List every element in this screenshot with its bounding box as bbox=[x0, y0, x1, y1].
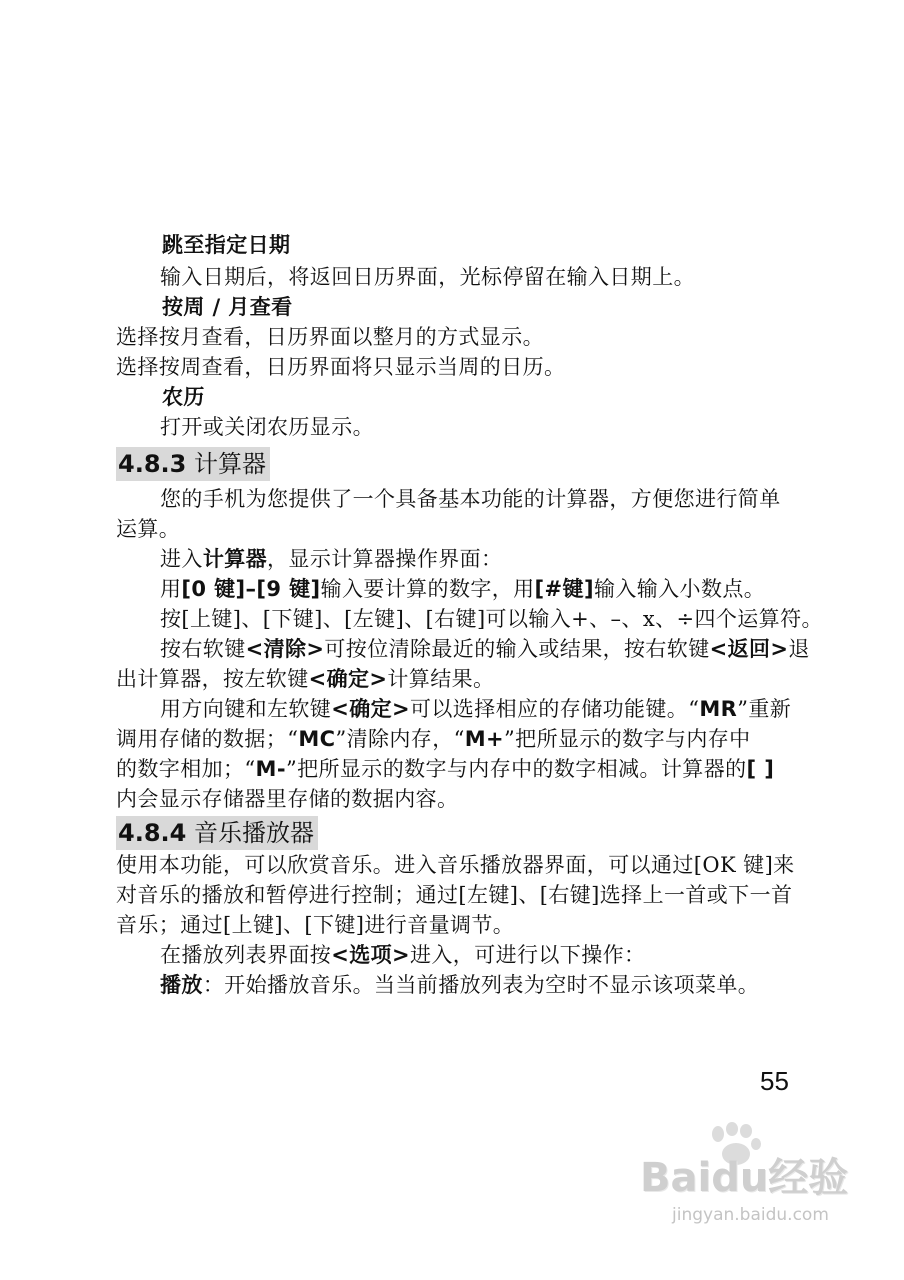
jump-date-text: 输入日期后，将返回日历界面，光标停留在输入日期上。 bbox=[160, 265, 695, 289]
music-intro-line2: 对音乐的播放和暂停进行控制；通过[左键]、[右键]选择上一首或下一首 bbox=[116, 883, 793, 907]
section-title: 音乐播放器 bbox=[193, 819, 314, 847]
calc-memory-line1 bbox=[160, 694, 791, 724]
lunar-text: 打开或关闭农历显示。 bbox=[160, 415, 374, 439]
lunar-title: 农历 bbox=[162, 384, 205, 409]
text-run: 出计算器，按左软键 bbox=[116, 667, 309, 691]
bold-term: <选项> bbox=[331, 943, 410, 967]
bold-term: 播放 bbox=[160, 973, 203, 997]
calc-memory-line4: 内会显示存储器里存储的数据内容。 bbox=[116, 787, 459, 811]
text-run: 用方向键和左软键 bbox=[160, 697, 332, 721]
bold-term: <返回> bbox=[709, 637, 789, 661]
bold-term: <确定> bbox=[308, 667, 388, 691]
section-title: 计算器 bbox=[193, 450, 266, 478]
text-run: 按右软键 bbox=[160, 637, 246, 661]
text-run: 输入要计算的数字，用 bbox=[320, 577, 535, 601]
music-play-line bbox=[160, 970, 759, 1000]
section-heading-music bbox=[116, 816, 318, 850]
bold-term: [0 键]–[9 键] bbox=[181, 577, 321, 601]
bold-term: <确定> bbox=[331, 697, 410, 721]
text-run: ”清除内存，“ bbox=[335, 727, 465, 751]
text-run: 的数字相加；“ bbox=[116, 757, 256, 781]
calc-clear-line1 bbox=[160, 634, 810, 664]
music-intro-line1: 使用本功能，可以欣赏音乐。进入音乐播放器界面，可以通过[OK 键]来 bbox=[116, 853, 795, 877]
text-run: 计算结果。 bbox=[387, 667, 495, 691]
bold-term: M- bbox=[255, 757, 286, 781]
text-run: ：开始播放音乐。当当前播放列表为空时不显示该项菜单。 bbox=[202, 973, 760, 997]
text-run: 调用存储的数据；“ bbox=[116, 727, 299, 751]
text-run: ”重新 bbox=[737, 697, 792, 721]
bold-term: [#键] bbox=[534, 577, 594, 601]
bold-term: MC bbox=[298, 727, 336, 751]
section-heading-calculator bbox=[116, 447, 270, 481]
text-run: 进入，可进行以下操作： bbox=[410, 943, 646, 967]
calc-enter-line bbox=[160, 544, 502, 574]
music-intro-line3: 音乐；通过[上键]、[下键]进行音量调节。 bbox=[116, 913, 515, 937]
text-run: 可以选择相应的存储功能键。“ bbox=[410, 697, 700, 721]
text-run: 在播放列表界面按 bbox=[160, 943, 332, 967]
bold-term: <清除> bbox=[245, 637, 325, 661]
text-run: ”把所显示的数字与内存中的数字相减。计算器的 bbox=[285, 757, 747, 781]
text-run: 进入 bbox=[160, 547, 203, 571]
watermark-logo: Baidu经验 bbox=[640, 1155, 849, 1201]
calc-intro-line1: 您的手机为您提供了一个具备基本功能的计算器，方便您进行简单 bbox=[160, 487, 781, 511]
text-run: 退 bbox=[788, 637, 810, 661]
page-number: 55 bbox=[760, 1066, 789, 1096]
by-month-text: 选择按月查看，日历界面以整月的方式显示。 bbox=[116, 325, 544, 349]
bold-term: 计算器 bbox=[202, 547, 268, 571]
text-run: 可按位清除最近的输入或结果，按右软键 bbox=[324, 637, 710, 661]
jump-date-title: 跳至指定日期 bbox=[162, 232, 291, 257]
bold-term: M+ bbox=[464, 727, 505, 751]
music-options-line bbox=[160, 940, 645, 970]
text-run: ，显示计算器操作界面： bbox=[267, 547, 503, 571]
bold-term: [ ] bbox=[746, 757, 775, 781]
text-run: 输入输入小数点。 bbox=[593, 577, 766, 601]
calc-memory-line3 bbox=[116, 754, 774, 784]
calc-memory-line2 bbox=[116, 724, 751, 754]
text-run: 用 bbox=[160, 577, 182, 601]
calc-digits-line bbox=[160, 574, 765, 604]
section-number: 4.8.4 bbox=[118, 819, 187, 847]
watermark-url: jingyan.baidu.com bbox=[672, 1205, 829, 1225]
calc-clear-line2 bbox=[116, 664, 494, 694]
text-run: ”把所显示的数字与内存中 bbox=[504, 727, 751, 751]
by-week-text: 选择按周查看，日历界面将只显示当周的日历。 bbox=[116, 355, 566, 379]
week-month-title: 按周 / 月查看 bbox=[162, 294, 293, 319]
calc-operators-line: 按[上键]、[下键]、[左键]、[右键]可以输入+、–、x、÷四个运算符。 bbox=[160, 607, 823, 631]
calc-intro-line2: 运算。 bbox=[116, 517, 181, 541]
section-number: 4.8.3 bbox=[118, 450, 187, 478]
bold-term: MR bbox=[699, 697, 738, 721]
